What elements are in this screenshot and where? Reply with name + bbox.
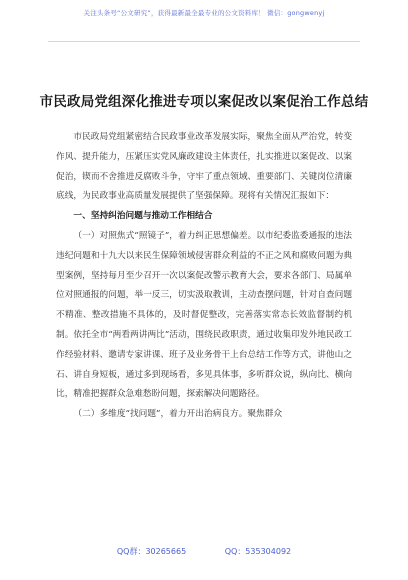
- section-heading: 一、坚持纠治问题与推动工作相结合: [73, 211, 213, 222]
- header-promo-note: 关注头条号“公文研究”，获得最新最全最专业的公文资料库！ 微信：gongwenyj: [83, 9, 325, 17]
- header-divider: [48, 41, 360, 42]
- footer-qq-group: QQ群：30265665: [116, 547, 187, 556]
- document-title: 市民政局党组深化推进专项以案促改以案促治工作总结: [39, 94, 369, 110]
- section-paragraph-1: （一）对照焦式“照镜子”，着力纠正思想偏差。以市纪委监委通报的违法违纪问题和十九大以来民生保障领域侵害群众利益的不正之风和腐败问题为典型案例，坚持每月至少召开一次以案促改警示教育大会，要求各部门、局属单位对照通报的问题，举一反三，切实汲取教训，主动查摆问题，针对自查问题不精准、整改措施不具体的，及时督促整改，完善落实常态长效监督制约机制。依托全市“两看两讲两比”活动，围绕民政职责，通过收集印发外地民政工作经验材料、邀请专家讲课、班子及业务骨干上台总结工作等方式，讲他山之石、讲自身短板，通过多到现场看，多见具体事，多听群众说，纵向比、横向比，精准把握群众急难愁盼问题，探索解决问题路径。: [56, 230, 352, 400]
- section-paragraph-2: （二）多维度“找问题”，着力开出治病良方。聚焦群众: [73, 409, 283, 420]
- footer-qq-number: QQ：535304092: [224, 547, 292, 556]
- footer-contact: [0, 546, 408, 557]
- document-body: [56, 128, 352, 425]
- intro-paragraph: 市民政局党组紧密结合民政事业改革发展实际，聚焦全面从严治党，转变作风、提升能力，压紧压实党风廉政建设主体责任，扎实推进以案促改、以案促治，锲而不舍推进反腐败斗争，守牢了重点领域、重要部门、关键岗位清廉底线，为民政事业高质量发展提供了坚强保障。现将有关情况汇报如下：: [56, 132, 352, 202]
